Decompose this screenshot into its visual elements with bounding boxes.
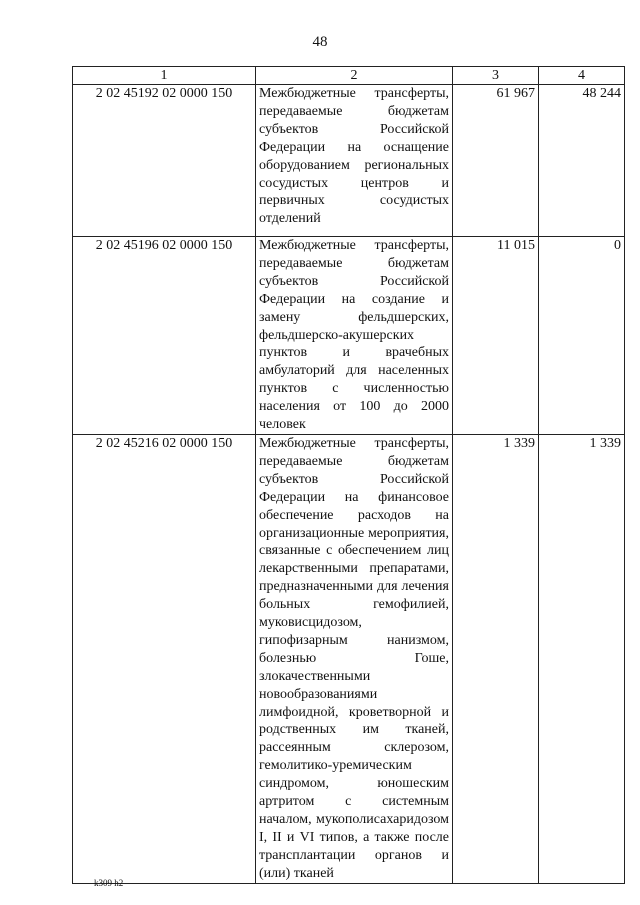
value-col3-cell: 11 015 [453, 237, 539, 435]
value-col3-cell: 1 339 [453, 434, 539, 883]
value-col4-cell: 48 244 [539, 85, 625, 237]
value-col4-cell: 1 339 [539, 434, 625, 883]
table-header-row [73, 67, 625, 85]
budget-table [72, 66, 625, 884]
table-row [73, 85, 625, 237]
column-header-2: 2 [256, 67, 453, 85]
description-cell: Межбюджетные трансферты, передаваемые бюджетам субъектов Российской Федерации на создание и замену фельдшерских, фельдшерско-акушерских пунктов и врачебных амбулаторий для населенных пунктов с численностью населения от 100 до 2000 человек [256, 237, 453, 435]
column-header-3: 3 [453, 67, 539, 85]
column-header-1: 1 [73, 67, 256, 85]
description-cell: Межбюджетные трансферты, передаваемые бюджетам субъектов Российской Федерации на оснащение оборудованием региональных сосудистых центров и первичных сосудистых отделений [256, 85, 453, 237]
description-cell: Межбюджетные трансферты, передаваемые бюджетам субъектов Российской Федерации на финансовое обеспечение расходов на организационные мероприятия, связанные с обеспечением лиц лекарственными препаратами, предназначенными для лечения больных гемофилией, муковисцидозом, гипофизарным нанизмом, болезнью Гоше, злокачественными новообразованиями лимфоидной, кроветворной и родственных им тканей, рассеянным склерозом, гемолитико-уремическим синдромом, юношеским артритом с системным началом, мукополисахаридозом I, II и VI типов, а также после трансплантации органов и (или) тканей [256, 434, 453, 883]
page-number: 48 [312, 34, 328, 50]
budget-code-cell: 2 02 45192 02 0000 150 [73, 85, 256, 237]
column-header-4: 4 [539, 67, 625, 85]
budget-code-cell: 2 02 45216 02 0000 150 [73, 434, 256, 883]
budget-code-cell: 2 02 45196 02 0000 150 [73, 237, 256, 435]
table-row [73, 237, 625, 435]
value-col4-cell: 0 [539, 237, 625, 435]
value-col3-cell: 61 967 [453, 85, 539, 237]
footer-document-code: k309 h2 [94, 878, 124, 888]
table-row [73, 434, 625, 883]
